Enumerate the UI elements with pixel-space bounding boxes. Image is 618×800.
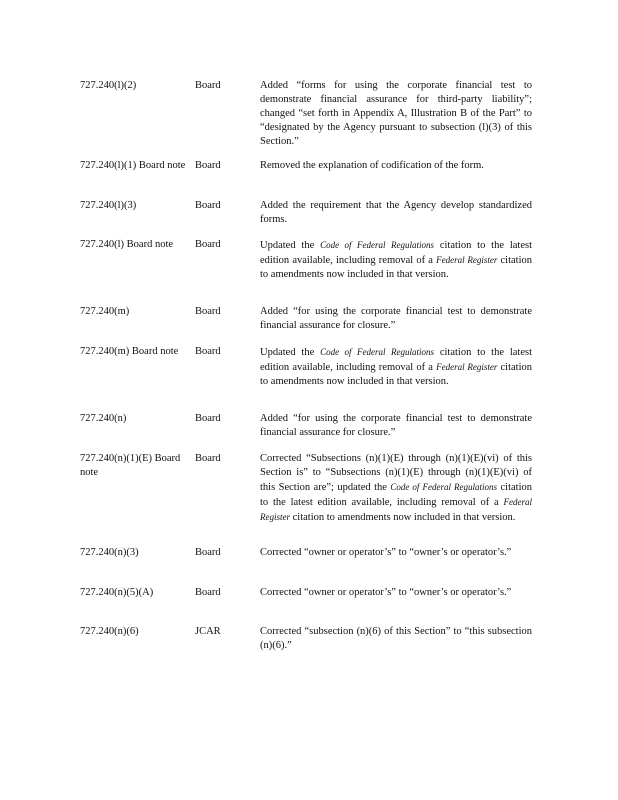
section-number: 727.240(n)(1)(E) Board note xyxy=(80,453,181,478)
change-description xyxy=(260,159,532,173)
change-description xyxy=(260,412,532,440)
section-number: 727.240(m) xyxy=(80,306,130,317)
citation-name: Federal Register xyxy=(436,362,498,372)
section-number: 727.240(l)(2) xyxy=(80,80,137,91)
description-text: Added the requirement that the Agency develop standardized forms. xyxy=(260,200,532,225)
change-description xyxy=(260,79,532,149)
source-label: Board xyxy=(195,413,221,424)
section-number: 727.240(l) Board note xyxy=(80,239,174,250)
source-label: Board xyxy=(195,239,221,250)
description-text: Updated the xyxy=(260,347,321,358)
source-label: Board xyxy=(195,547,221,558)
change-description xyxy=(260,546,532,560)
citation-name: Code of Federal Regulations xyxy=(390,482,498,492)
source-label: Board xyxy=(195,80,221,91)
source-label: Board xyxy=(195,160,221,171)
description-text: citation to the latest edition available, including removal of a xyxy=(260,347,532,373)
description-text: Corrected “subsection (n)(6) of this Section” to “this subsection (n)(6).” xyxy=(260,626,532,651)
description-text: Removed the explanation of codification of the form. xyxy=(260,160,484,171)
section-number: 727.240(l)(3) xyxy=(80,200,137,211)
source-label: Board xyxy=(195,200,221,211)
change-description xyxy=(260,452,532,525)
section-number: 727.240(l)(1) Board note xyxy=(80,160,186,171)
source-label: Board xyxy=(195,453,221,464)
description-text: Added “for using the corporate financial test to demonstrate financial assurance for closure.” xyxy=(260,306,532,331)
citation-name: Code of Federal Regulations xyxy=(320,347,434,357)
citation-name: Federal Register xyxy=(436,255,498,265)
source-label: Board xyxy=(195,587,221,598)
source-label: Board xyxy=(195,346,221,357)
source-label: Board xyxy=(195,306,221,317)
section-number: 727.240(m) Board note xyxy=(80,346,179,357)
section-number: 727.240(n) xyxy=(80,413,127,424)
description-text: Updated the xyxy=(260,240,321,251)
change-description xyxy=(260,586,532,600)
description-text: Corrected “owner or operator’s” to “owner’s or operator’s.” xyxy=(260,547,512,558)
change-description xyxy=(260,625,532,653)
change-description xyxy=(260,305,532,333)
description-text: Corrected “owner or operator’s” to “owner’s or operator’s.” xyxy=(260,587,512,598)
description-text: citation to the latest edition available, including removal of a xyxy=(260,240,532,266)
description-text: citation to amendments now included in that version. xyxy=(260,362,532,387)
change-description xyxy=(260,199,532,227)
section-number: 727.240(n)(3) xyxy=(80,547,139,558)
citation-name: Federal Register xyxy=(260,497,532,522)
change-description xyxy=(260,238,532,282)
description-text: citation to the latest edition available, including removal of a xyxy=(260,482,532,508)
description-text: Added “for using the corporate financial test to demonstrate financial assurance for closure.” xyxy=(260,413,532,438)
description-text: citation to amendments now included in that version. xyxy=(290,512,516,523)
change-description xyxy=(260,345,532,389)
source-label: JCAR xyxy=(195,626,221,637)
description-text: citation to amendments now included in that version. xyxy=(260,255,532,280)
description-text: Corrected “Subsections (n)(1)(E) through (n)(1)(E)(vi) of this Section is” to “Subsections (n)(1)(E) through (n)(1)(E)(vi) of this Section are”; updated the xyxy=(260,453,532,493)
citation-name: Code of Federal Regulations xyxy=(320,240,434,250)
section-number: 727.240(n)(5)(A) xyxy=(80,587,154,598)
description-text: Added “forms for using the corporate financial test to demonstrate financial assurance for third-party liability”; changed “set forth in Appendix A, Illustration B of the Part” to “designated by the Agency pursuant to subsection (l)(3) of this Section.” xyxy=(260,80,532,147)
section-number: 727.240(n)(6) xyxy=(80,626,139,637)
